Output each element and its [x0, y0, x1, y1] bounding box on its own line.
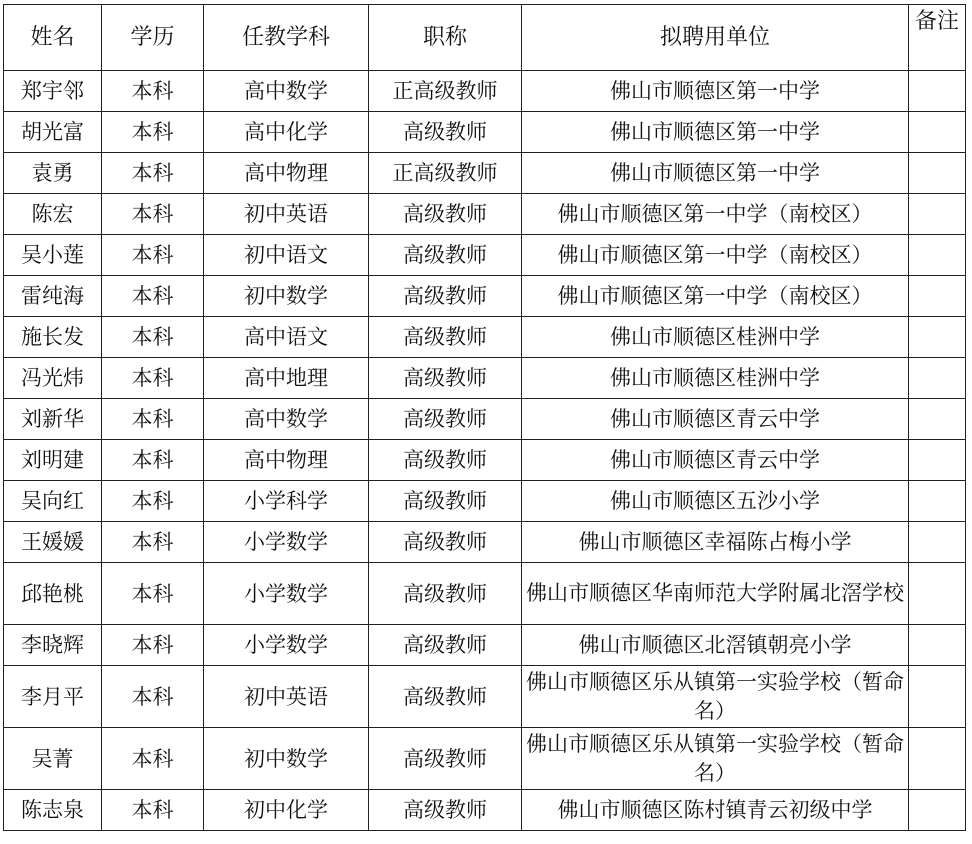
cell-unit: 佛山市顺德区幸福陈占梅小学 — [522, 522, 909, 563]
cell-education: 本科 — [102, 563, 204, 625]
cell-title: 高级教师 — [369, 317, 522, 358]
table-row — [4, 481, 966, 522]
table-body — [4, 71, 966, 831]
cell-education: 本科 — [102, 625, 204, 666]
table-row — [4, 235, 966, 276]
table-row — [4, 563, 966, 625]
cell-education: 本科 — [102, 440, 204, 481]
cell-title: 高级教师 — [369, 235, 522, 276]
cell-unit: 佛山市顺德区乐从镇第一实验学校（暂命名） — [522, 728, 909, 790]
cell-remark — [909, 399, 966, 440]
cell-title: 高级教师 — [369, 358, 522, 399]
cell-subject: 高中物理 — [204, 440, 369, 481]
cell-remark — [909, 481, 966, 522]
cell-unit: 佛山市顺德区北滘镇朝亮小学 — [522, 625, 909, 666]
table-row — [4, 790, 966, 831]
cell-name: 吴菁 — [4, 728, 102, 790]
cell-subject: 初中数学 — [204, 728, 369, 790]
cell-title: 正高级教师 — [369, 71, 522, 112]
cell-name: 施长发 — [4, 317, 102, 358]
cell-title: 高级教师 — [369, 666, 522, 728]
cell-remark — [909, 194, 966, 235]
table-row — [4, 71, 966, 112]
cell-remark — [909, 522, 966, 563]
cell-subject: 初中英语 — [204, 666, 369, 728]
table-row — [4, 728, 966, 790]
cell-remark — [909, 790, 966, 831]
cell-title: 高级教师 — [369, 112, 522, 153]
cell-remark — [909, 625, 966, 666]
cell-title: 高级教师 — [369, 440, 522, 481]
cell-name: 吴小莲 — [4, 235, 102, 276]
cell-unit: 佛山市顺德区第一中学（南校区） — [522, 276, 909, 317]
teacher-roster-table — [3, 4, 966, 831]
cell-unit: 佛山市顺德区青云中学 — [522, 440, 909, 481]
cell-subject: 初中化学 — [204, 790, 369, 831]
cell-unit: 佛山市顺德区第一中学 — [522, 153, 909, 194]
cell-remark — [909, 358, 966, 399]
cell-name: 雷纯海 — [4, 276, 102, 317]
cell-subject: 高中数学 — [204, 71, 369, 112]
cell-subject: 小学数学 — [204, 625, 369, 666]
table-row — [4, 358, 966, 399]
cell-education: 本科 — [102, 235, 204, 276]
cell-remark — [909, 728, 966, 790]
cell-title: 高级教师 — [369, 481, 522, 522]
cell-name: 袁勇 — [4, 153, 102, 194]
cell-name: 吴向红 — [4, 481, 102, 522]
cell-remark — [909, 153, 966, 194]
header-row — [4, 5, 966, 71]
cell-unit: 佛山市顺德区华南师范大学附属北滘学校 — [522, 563, 909, 625]
cell-unit: 佛山市顺德区青云中学 — [522, 399, 909, 440]
cell-subject: 高中物理 — [204, 153, 369, 194]
table-row — [4, 666, 966, 728]
cell-unit: 佛山市顺德区第一中学（南校区） — [522, 194, 909, 235]
cell-remark — [909, 317, 966, 358]
cell-education: 本科 — [102, 666, 204, 728]
cell-title: 正高级教师 — [369, 153, 522, 194]
cell-unit: 佛山市顺德区陈村镇青云初级中学 — [522, 790, 909, 831]
cell-subject: 初中英语 — [204, 194, 369, 235]
cell-title: 高级教师 — [369, 728, 522, 790]
cell-title: 高级教师 — [369, 399, 522, 440]
cell-subject: 高中化学 — [204, 112, 369, 153]
cell-subject: 初中语文 — [204, 235, 369, 276]
cell-unit: 佛山市顺德区五沙小学 — [522, 481, 909, 522]
header-subject: 任教学科 — [204, 5, 369, 71]
cell-name: 王媛媛 — [4, 522, 102, 563]
cell-remark — [909, 666, 966, 728]
table-row — [4, 317, 966, 358]
cell-remark — [909, 563, 966, 625]
cell-subject: 初中数学 — [204, 276, 369, 317]
header-title: 职称 — [369, 5, 522, 71]
cell-education: 本科 — [102, 481, 204, 522]
cell-education: 本科 — [102, 71, 204, 112]
cell-remark — [909, 112, 966, 153]
header-education: 学历 — [102, 5, 204, 71]
cell-name: 陈宏 — [4, 194, 102, 235]
cell-remark — [909, 440, 966, 481]
table-row — [4, 153, 966, 194]
table-row — [4, 194, 966, 235]
cell-title: 高级教师 — [369, 563, 522, 625]
cell-subject: 高中语文 — [204, 317, 369, 358]
cell-education: 本科 — [102, 358, 204, 399]
cell-title: 高级教师 — [369, 522, 522, 563]
cell-title: 高级教师 — [369, 790, 522, 831]
table-row — [4, 276, 966, 317]
cell-name: 李晓辉 — [4, 625, 102, 666]
table-row — [4, 522, 966, 563]
cell-unit: 佛山市顺德区桂洲中学 — [522, 358, 909, 399]
cell-unit: 佛山市顺德区桂洲中学 — [522, 317, 909, 358]
table-row — [4, 625, 966, 666]
cell-name: 邱艳桃 — [4, 563, 102, 625]
cell-name: 冯光炜 — [4, 358, 102, 399]
cell-title: 高级教师 — [369, 276, 522, 317]
cell-name: 刘明建 — [4, 440, 102, 481]
table-header — [4, 5, 966, 71]
table-row — [4, 112, 966, 153]
cell-education: 本科 — [102, 790, 204, 831]
cell-name: 胡光富 — [4, 112, 102, 153]
cell-remark — [909, 235, 966, 276]
cell-education: 本科 — [102, 112, 204, 153]
cell-education: 本科 — [102, 522, 204, 563]
cell-unit: 佛山市顺德区第一中学 — [522, 71, 909, 112]
cell-education: 本科 — [102, 194, 204, 235]
cell-title: 高级教师 — [369, 194, 522, 235]
cell-subject: 高中数学 — [204, 399, 369, 440]
header-remark: 备注 — [909, 5, 966, 71]
table-row — [4, 399, 966, 440]
cell-name: 郑宇邻 — [4, 71, 102, 112]
cell-education: 本科 — [102, 399, 204, 440]
cell-education: 本科 — [102, 317, 204, 358]
cell-education: 本科 — [102, 728, 204, 790]
cell-subject: 小学数学 — [204, 563, 369, 625]
cell-unit: 佛山市顺德区第一中学 — [522, 112, 909, 153]
cell-title: 高级教师 — [369, 625, 522, 666]
cell-name: 李月平 — [4, 666, 102, 728]
cell-subject: 小学科学 — [204, 481, 369, 522]
cell-education: 本科 — [102, 153, 204, 194]
table-row — [4, 440, 966, 481]
cell-subject: 高中地理 — [204, 358, 369, 399]
header-name: 姓名 — [4, 5, 102, 71]
cell-subject: 小学数学 — [204, 522, 369, 563]
cell-education: 本科 — [102, 276, 204, 317]
cell-unit: 佛山市顺德区第一中学（南校区） — [522, 235, 909, 276]
header-unit: 拟聘用单位 — [522, 5, 909, 71]
cell-remark — [909, 71, 966, 112]
cell-remark — [909, 276, 966, 317]
cell-name: 刘新华 — [4, 399, 102, 440]
cell-unit: 佛山市顺德区乐从镇第一实验学校（暂命名） — [522, 666, 909, 728]
cell-name: 陈志泉 — [4, 790, 102, 831]
